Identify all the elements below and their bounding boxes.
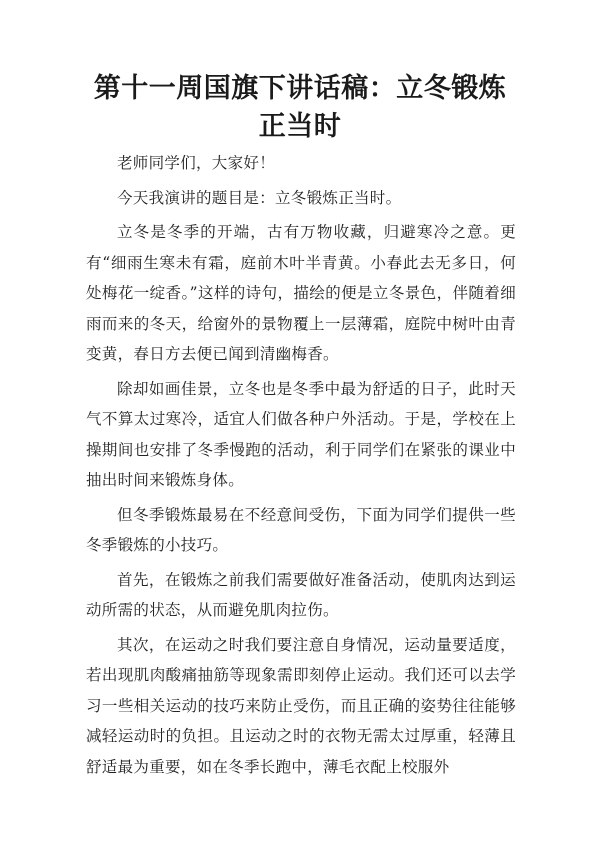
paragraph-first-tip: 首先，在锻炼之前我们需要做好准备活动，使肌肉达到运动所需的状态，从而避免肌肉拉伤。 bbox=[86, 570, 516, 619]
paragraph-tips-intro: 但冬季锻炼最易在不经意间受伤，下面为同学们提供一些冬季锻炼的小技巧。 bbox=[86, 505, 516, 554]
paragraph-lidong-intro: 立冬是冬季的开端，古有万物收藏，归避寒冷之意。更有“细雨生寒未有霜，庭前木叶半青黄。小春此去无多日，何处梅花一绽香。”这样的诗句，描绘的便是立冬景色，伴随着细雨而来的冬天，给窗外的景物覆上一层薄霜，庭院中树叶由青变黄，春日方去便已闻到清幽梅香。 bbox=[86, 223, 516, 363]
paragraph-second-tip: 其次，在运动之时我们要注意自身情况，运动量要适度，若出现肌肉酸痛抽筋等现象需即刻停止运动。我们还可以去学习一些相关运动的技巧来防止受伤，而且正确的姿势往往能够减轻运动时的负担。且运动之时的衣物无需太过厚重，轻薄且舒适最为重要，如在冬季长跑中，薄毛衣配上校服外 bbox=[86, 635, 516, 776]
paragraph-greeting: 老师同学们，大家好！ bbox=[117, 154, 276, 172]
paragraph-outdoor-activity: 除却如画佳景，立冬也是冬季中最为舒适的日子，此时天气不算太过寒冷，适宜人们做各种户外活动。于是，学校在上操期间也安排了冬季慢跑的活动，利于同学们在紧张的课业中抽出时间来锻炼身体。 bbox=[86, 379, 516, 489]
document-body bbox=[86, 148, 516, 786]
paragraph-topic: 今天我演讲的题目是：立冬锻炼正当时。 bbox=[117, 188, 402, 207]
document-title: 第十一周国旗下讲话稿：立冬锻炼正当时 bbox=[93, 73, 507, 142]
